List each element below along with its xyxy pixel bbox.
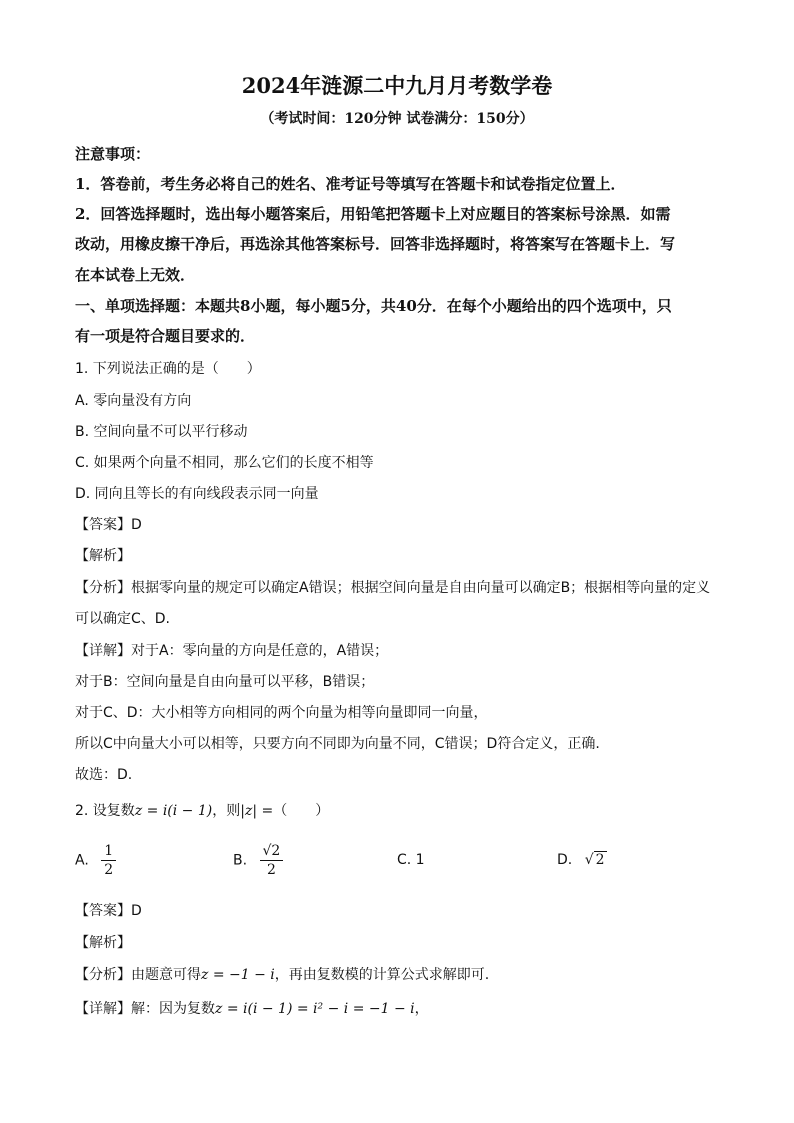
q1-conclusion: 故选：D. (75, 767, 133, 783)
q1-detail-line-3: 对于C、D：大小相等方向相同的两个向量为相等向量即同一向量， (75, 705, 488, 721)
exam-info: （考试时间：120分钟 试卷满分：150分） (260, 111, 534, 127)
q2-stem-suffix: （ ） (273, 803, 330, 819)
q2-detail (75, 998, 429, 1018)
q2-option-b-numerator: √2 (260, 842, 284, 861)
q2-option-a-numerator: 1 (101, 842, 116, 861)
notice-item-2-line-3: 在本试卷上无效． (75, 266, 196, 284)
notice-item-1: 1．答卷前，考生务必将自己的姓名、准考证号等填写在答题卡和试卷指定位置上． (75, 175, 626, 193)
q1-fenxi-line-2: 可以确定C、D. (75, 611, 171, 627)
q1-detail-line-4: 所以C中向量大小可以相等，只要方向不同即为向量不同，C错误；D符合定义，正确. (75, 736, 600, 752)
q2-option-b-denominator: 2 (266, 862, 276, 878)
q2-fenxi-prefix: 【分析】由题意可得 (75, 967, 201, 983)
section-heading-line-1: 一、单项选择题：本题共8小题，每小题5分，共40分．在每个小题给出的四个选项中，只 (75, 297, 672, 315)
q1-stem: 1. 下列说法正确的是（ ） (75, 361, 261, 377)
notice-heading: 注意事项： (75, 145, 151, 163)
q2-option-d-label: D. (557, 852, 573, 868)
q2-option-b-fraction (260, 842, 284, 879)
q2-option-b (233, 842, 283, 879)
q2-fenxi (75, 964, 489, 984)
section-heading-line-2: 有一项是符合题目要求的． (75, 327, 256, 345)
q2-option-b-label: B. (233, 852, 248, 869)
q2-analysis-label: 【解析】 (75, 935, 131, 951)
q2-option-a-denominator: 2 (104, 862, 114, 878)
q1-option-d: D. 同向且等长的有向线段表示同一向量 (75, 486, 319, 502)
q2-stem (75, 800, 329, 820)
q1-detail-line-2: 对于B：空间向量是自由向量可以平移，B错误； (75, 674, 375, 690)
q2-option-d-sqrt: √ 2 (584, 852, 605, 868)
q2-stem-abs: |z| = (240, 803, 274, 819)
q2-stem-mid: ，则 (212, 803, 241, 819)
q2-answer: 【答案】D (75, 903, 142, 919)
q2-option-d (557, 852, 607, 868)
q2-option-d-radicand: 2 (595, 852, 605, 868)
page-title: 2024年涟源二中九月月考数学卷 (241, 73, 553, 98)
q1-option-a: A. 零向量没有方向 (75, 393, 192, 409)
q2-option-c: C. 1 (397, 852, 425, 868)
q1-fenxi-line-1: 【分析】根据零向量的规定可以确定A错误；根据空间向量是自由向量可以确定B；根据相等向量的定义 (75, 580, 711, 596)
q2-stem-expression: z = i(i − 1) (134, 803, 213, 819)
q1-detail-line-1: 【详解】对于A：零向量的方向是任意的，A错误； (75, 643, 389, 659)
q2-detail-suffix: ， (414, 1001, 429, 1017)
q2-detail-expression: z = i(i − 1) = i² − i = −1 − i (215, 1001, 415, 1017)
q1-option-b: B. 空间向量不可以平行移动 (75, 424, 248, 440)
q2-option-a-fraction (101, 842, 116, 879)
q2-option-a (75, 842, 116, 879)
q2-option-a-label: A. (75, 852, 89, 869)
q1-answer: 【答案】D (75, 517, 142, 533)
q2-fenxi-suffix: ，再由复数模的计算公式求解即可. (274, 967, 490, 983)
notice-item-2-line-2: 改动，用橡皮擦干净后，再选涂其他答案标号．回答非选择题时，将答案写在答题卡上．写 (75, 235, 676, 253)
q1-analysis-label: 【解析】 (75, 548, 131, 564)
q1-option-c: C. 如果两个向量不相同，那么它们的长度不相等 (75, 455, 374, 471)
q2-stem-prefix: 2. 设复数 (75, 803, 135, 819)
notice-item-2-line-1: 2．回答选择题时，选出每小题答案后，用铅笔把答题卡上对应题目的答案标号涂黑．如需 (75, 205, 671, 223)
q2-detail-prefix: 【详解】解：因为复数 (75, 1001, 215, 1017)
q2-fenxi-expression: z = −1 − i (201, 967, 275, 983)
